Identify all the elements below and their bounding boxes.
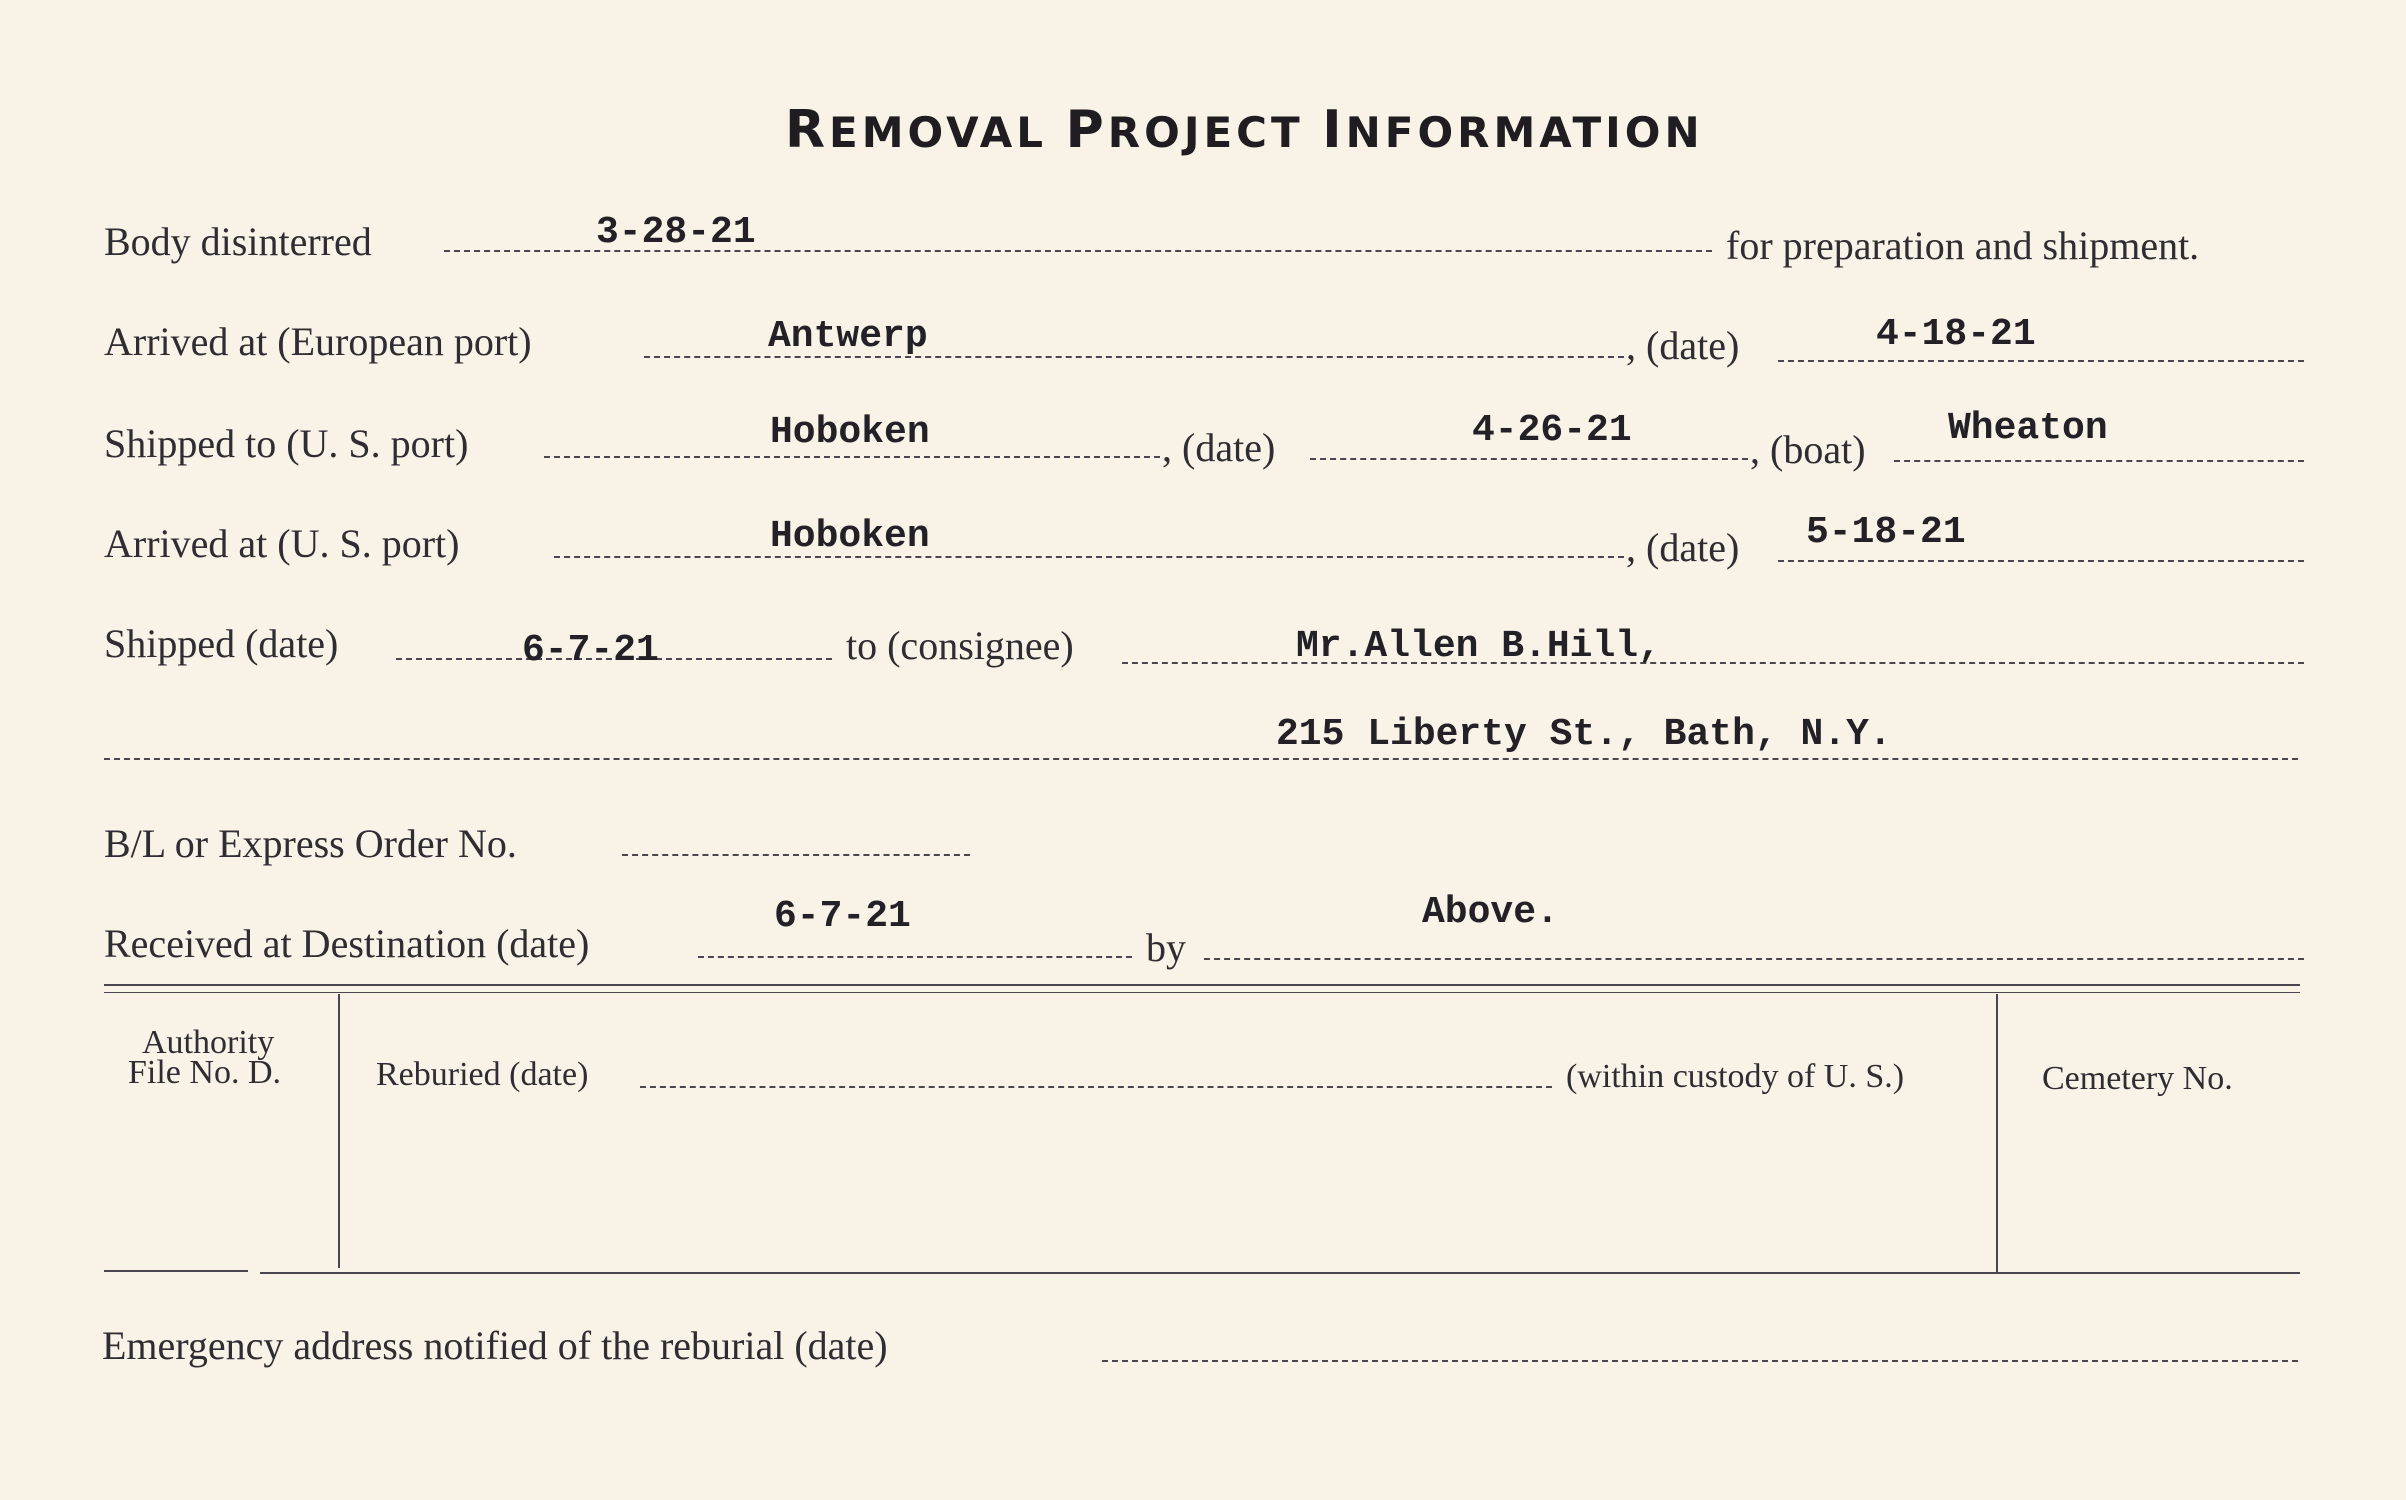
shipped-date-value: 6-7-21 bbox=[522, 629, 659, 672]
consignee-address-value: 215 Liberty St., Bath, N.Y. bbox=[1276, 713, 1892, 756]
consignee-value: Mr.Allen B.Hill, bbox=[1296, 625, 1661, 668]
arrived-us-date-line bbox=[1778, 560, 2304, 562]
shipped-us-port-line bbox=[544, 456, 1160, 458]
reburied-date-line bbox=[640, 1086, 1552, 1088]
cemetery-number-label: Cemetery No. bbox=[2042, 1060, 2233, 1097]
shipped-us-date-value: 4-26-21 bbox=[1472, 409, 1632, 452]
bl-express-order-line bbox=[622, 854, 970, 856]
european-date-label: , (date) bbox=[1626, 323, 1740, 368]
shipped-us-date-label: , (date) bbox=[1162, 425, 1276, 470]
boat-value: Wheaton bbox=[1948, 407, 2108, 450]
address-line bbox=[104, 758, 2298, 760]
table-divider-right bbox=[1996, 994, 1998, 1272]
card-title: REMOVAL PROJECT INFORMATION bbox=[785, 100, 1704, 160]
table-top-rule-inner bbox=[104, 992, 2300, 993]
bl-express-order-label: B/L or Express Order No. bbox=[104, 821, 517, 866]
body-disinterred-label: Body disinterred bbox=[104, 219, 372, 264]
authority-label-line2: File No. D. bbox=[128, 1054, 281, 1091]
boat-label: , (boat) bbox=[1750, 427, 1866, 472]
received-destination-label: Received at Destination (date) bbox=[104, 921, 590, 966]
arrived-us-port-value: Hoboken bbox=[770, 515, 930, 558]
custody-label: (within custody of U. S.) bbox=[1566, 1058, 1905, 1095]
table-bottom-rule bbox=[260, 1272, 2300, 1274]
table-bottom-rule-left bbox=[104, 1270, 248, 1272]
arrived-us-port-label: Arrived at (U. S. port) bbox=[104, 521, 460, 566]
boat-line bbox=[1894, 460, 2304, 462]
received-by-label: by bbox=[1146, 925, 1186, 970]
emergency-address-label: Emergency address notified of the reburial (date) bbox=[102, 1323, 888, 1368]
european-port-value: Antwerp bbox=[768, 315, 928, 358]
arrived-us-date-label: , (date) bbox=[1626, 525, 1740, 570]
arrived-us-date-value: 5-18-21 bbox=[1806, 511, 1966, 554]
shipped-us-port-label: Shipped to (U. S. port) bbox=[104, 421, 469, 466]
received-by-value: Above. bbox=[1422, 891, 1559, 934]
shipped-us-date-line bbox=[1310, 458, 1748, 460]
arrived-us-port-line bbox=[554, 556, 1624, 558]
table-top-rule bbox=[104, 984, 2300, 986]
preparation-shipment-label: for preparation and shipment. bbox=[1726, 223, 2200, 268]
arrived-european-port-label: Arrived at (European port) bbox=[104, 319, 532, 364]
body-disinterred-value: 3-28-21 bbox=[596, 211, 756, 254]
shipped-us-port-value: Hoboken bbox=[770, 411, 930, 454]
received-date-value: 6-7-21 bbox=[774, 895, 911, 938]
received-by-line bbox=[1204, 958, 2304, 960]
emergency-date-line bbox=[1102, 1360, 2298, 1362]
reburied-date-label: Reburied (date) bbox=[376, 1056, 589, 1093]
european-date-line bbox=[1778, 360, 2304, 362]
consignee-label: to (consignee) bbox=[846, 623, 1074, 668]
received-date-line bbox=[698, 956, 1132, 958]
table-divider-left bbox=[338, 994, 340, 1268]
shipped-date-label: Shipped (date) bbox=[104, 621, 339, 666]
authority-label-line1: Authority bbox=[142, 1024, 275, 1061]
european-date-value: 4-18-21 bbox=[1876, 313, 2036, 356]
